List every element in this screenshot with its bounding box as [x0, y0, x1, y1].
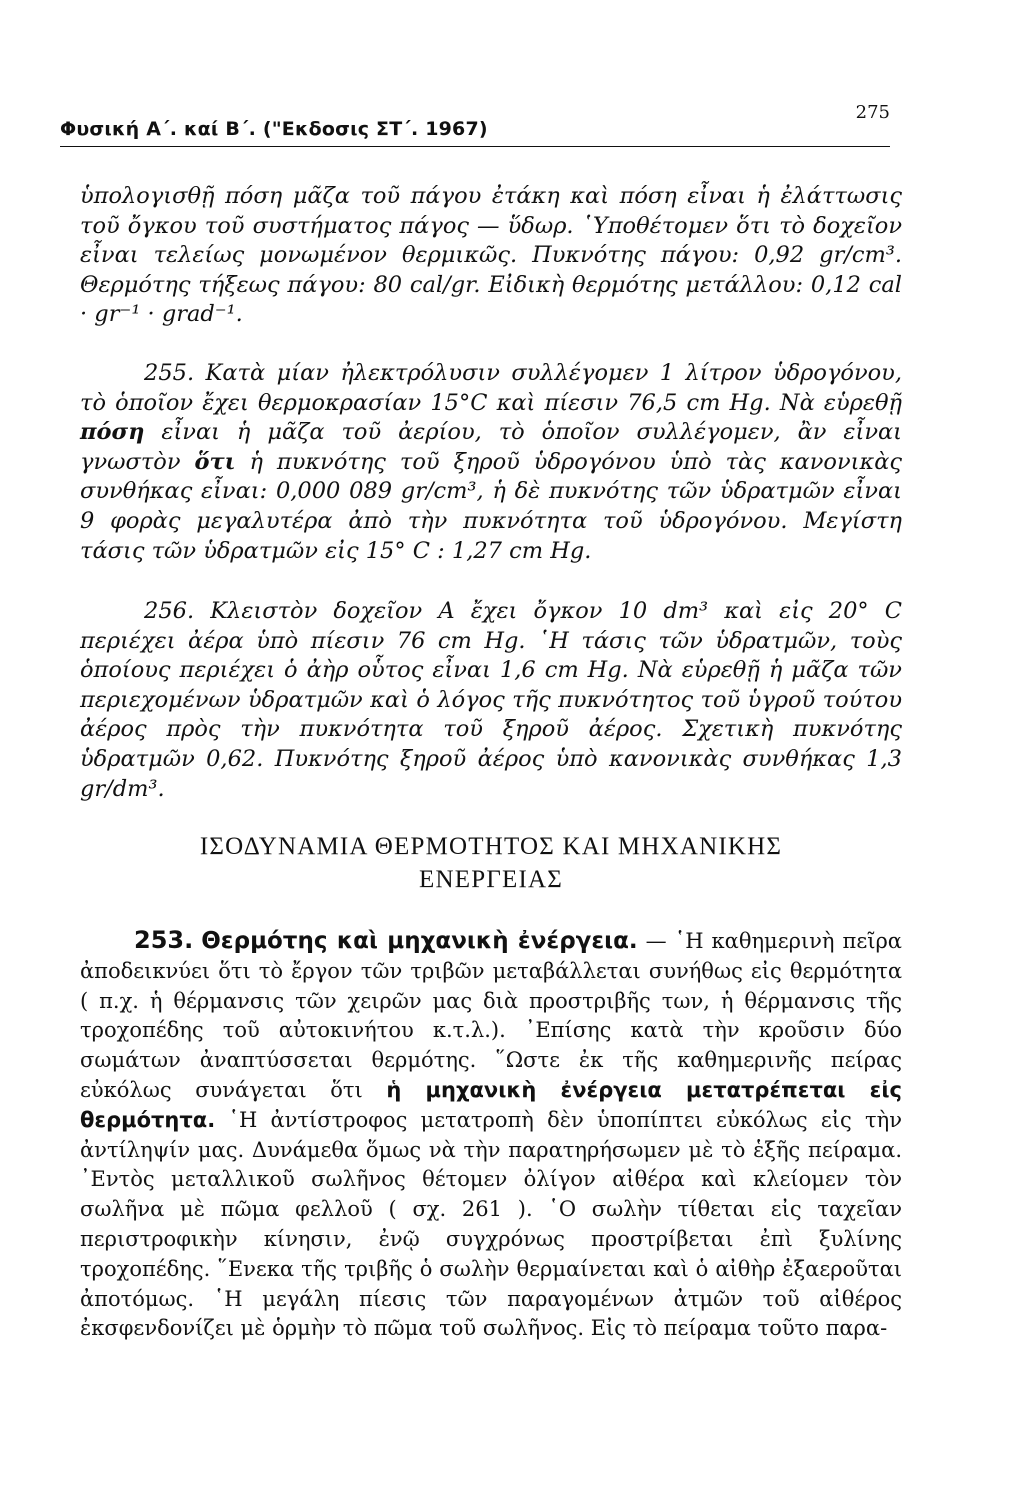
article-253: [80, 926, 902, 1344]
problem-number: 255.: [144, 360, 195, 386]
problem-emphasis: ὅτι: [194, 448, 236, 475]
problem-continuation: ὑπολογισθῇ πόση μᾶζα τοῦ πάγου ἐτάκη καὶ πόση εἶναι ἡ ἐλάττωσις τοῦ ὄγκου τοῦ συστήματος πάγος — ὕδωρ. ῾Υποθέτομεν ὅτι τὸ δοχεῖον εἶναι τελείως μονωμένον θερμικῶς. Πυκνότης πάγου: 0,92 gr/cm³. Θερμότης τήξεως πάγου: 80 cal/gr. Εἰδικὴ θερμότης μετάλλου: 0,12 cal · gr⁻¹ · grad⁻¹.: [80, 183, 902, 328]
problem-text: εἶναι ἡ μᾶζα τοῦ ἀερίου, τὸ ὁποῖον συλλέγομεν, ἂν εἶναι γνωστὸν: [80, 419, 903, 475]
problem-text: ἡ πυκνότης τοῦ ξηροῦ ὑδρογόνου ὑπὸ τὰς κανονικὰς συνθήκας εἶναι: 0,000 089 gr/cm³, ἡ δὲ πυκνότης τῶν ὑδρατμῶν εἶναι 9 φορὰς μεγαλυτέρα ἀπὸ τὴν πυκνότητα τοῦ ὑδρογόνου. Μεγίστη τάσις τῶν ὑδρατμῶν εἰς 15° C : 1,27 cm Hg.: [80, 448, 903, 564]
section-heading-line: ΕΝΕΡΓΕΙΑΣ: [419, 866, 563, 893]
article-text: — ῾Η καθημερινὴ πεῖρα ἀποδεικνύει ὅτι τὸ ἔργον τῶν τριβῶν μεταβάλλεται συνήθως εἰς θερμότητα ( π.χ. ἡ θέρμανσις τῶν χειρῶν μας διὰ προστριβῆς των, ἡ θέρμανσις τῆς τροχοπέδης τοῦ αὐτοκινήτου κ.τ.λ.). ᾽Επίσης κατὰ τὴν κροῦσιν δύο σωμάτων ἀναπτύσσεται θερμότης. ῞Ωστε ἐκ τῆς καθημερινῆς πείρας εὐκόλως συνάγεται ὅτι: [80, 929, 902, 1102]
article-text: ῾Η ἀντίστροφος μετατροπὴ δὲν ὑποπίπτει εὐκόλως εἰς τὴν ἀντίληψίν μας. Δυνάμεθα ὅμως νὰ τὴν παρατηρήσωμεν μὲ τὸ ἑξῆς πείραμα. ᾽Εντὸς μεταλλικοῦ σωλῆνος θέτομεν ὀλίγον αἰθέρα καὶ κλείομεν τὸν σωλῆνα μὲ πῶμα φελλοῦ ( σχ. 261 ). ῾Ο σωλὴν τίθεται εἰς ταχεῖαν περιστροφικὴν κίνησιν, ἐνῷ συγχρόνως προστρίβεται ἐπὶ ξυλίνης τροχοπέδης. ῞Ενεκα τῆς τριβῆς ὁ σωλὴν θερμαίνεται καὶ ὁ αἰθὴρ ἐξαεροῦται ἀποτόμως. ῾Η μεγάλη πίεσις τῶν παραγομένων ἀτμῶν τοῦ αἰθέρος ἐκσφενδονίζει μὲ ὁρμὴν τὸ πῶμα τοῦ σωλῆνος. Εἰς τὸ πείραμα τοῦτο παρα-: [80, 1107, 902, 1341]
problem-256: [80, 597, 902, 804]
problem-emphasis: πόση: [80, 419, 145, 446]
problem-text: Κλειστὸν δοχεῖον Α ἔχει ὄγκον 10 dm³ καὶ εἰς 20° C περιέχει ἀέρα ὑπὸ πίεσιν 76 cm Hg. ῾Η τάσις τῶν ὑδρατμῶν, τοὺς ὁποίους περιέχει ὁ ἀὴρ οὗτος εἶναι 1,6 cm Hg. Νὰ εὑρεθῇ ἡ μᾶζα τῶν περιεχομένων ὑδρατμῶν καὶ ὁ λόγος τῆς πυκνότητος τοῦ ὑγροῦ τούτου ἀέρος πρὸς τὴν πυκνότητα τοῦ ξηροῦ ἀέρος. Σχετικὴ πυκνότης ὑδρατμῶν 0,62. Πυκνότης ξηροῦ ἀέρος ὑπὸ κανονικὰς συνθήκας 1,3 gr/dm³.: [80, 598, 902, 802]
page-number: 275: [855, 102, 890, 123]
section-heading-line: ΙΣΟΔΥΝΑΜΙΑ ΘΕΡΜΟΤΗΤΟΣ ΚΑΙ ΜΗΧΑΝΙΚΗΣ: [199, 833, 783, 860]
problem-text: Κατὰ μίαν ἠλεκτρόλυσιν συλλέγομεν 1 λίτρον ὑδρογόνου, τὸ ὁποῖον ἔχει θερμοκρασίαν 15°C καὶ πίεσιν 76,5 cm Hg. Νὰ εὑρεθῇ: [80, 360, 902, 416]
problem-255: [80, 359, 902, 566]
running-header: [60, 102, 890, 147]
article-title: Θερμότης καὶ μηχανικὴ ἐνέργεια.: [201, 928, 638, 954]
article-number: 253.: [134, 926, 194, 954]
section-heading: [80, 830, 902, 896]
article-emphasis: ἡ μηχανικὴ ἐνέργεια μετατρέπεται εἰς θερμότητα.: [80, 1077, 902, 1132]
problem-number: 256.: [144, 598, 195, 624]
running-title: Φυσική Α΄. καί Β΄. ("Εκδοσις ΣΤ΄. 1967): [60, 118, 488, 140]
